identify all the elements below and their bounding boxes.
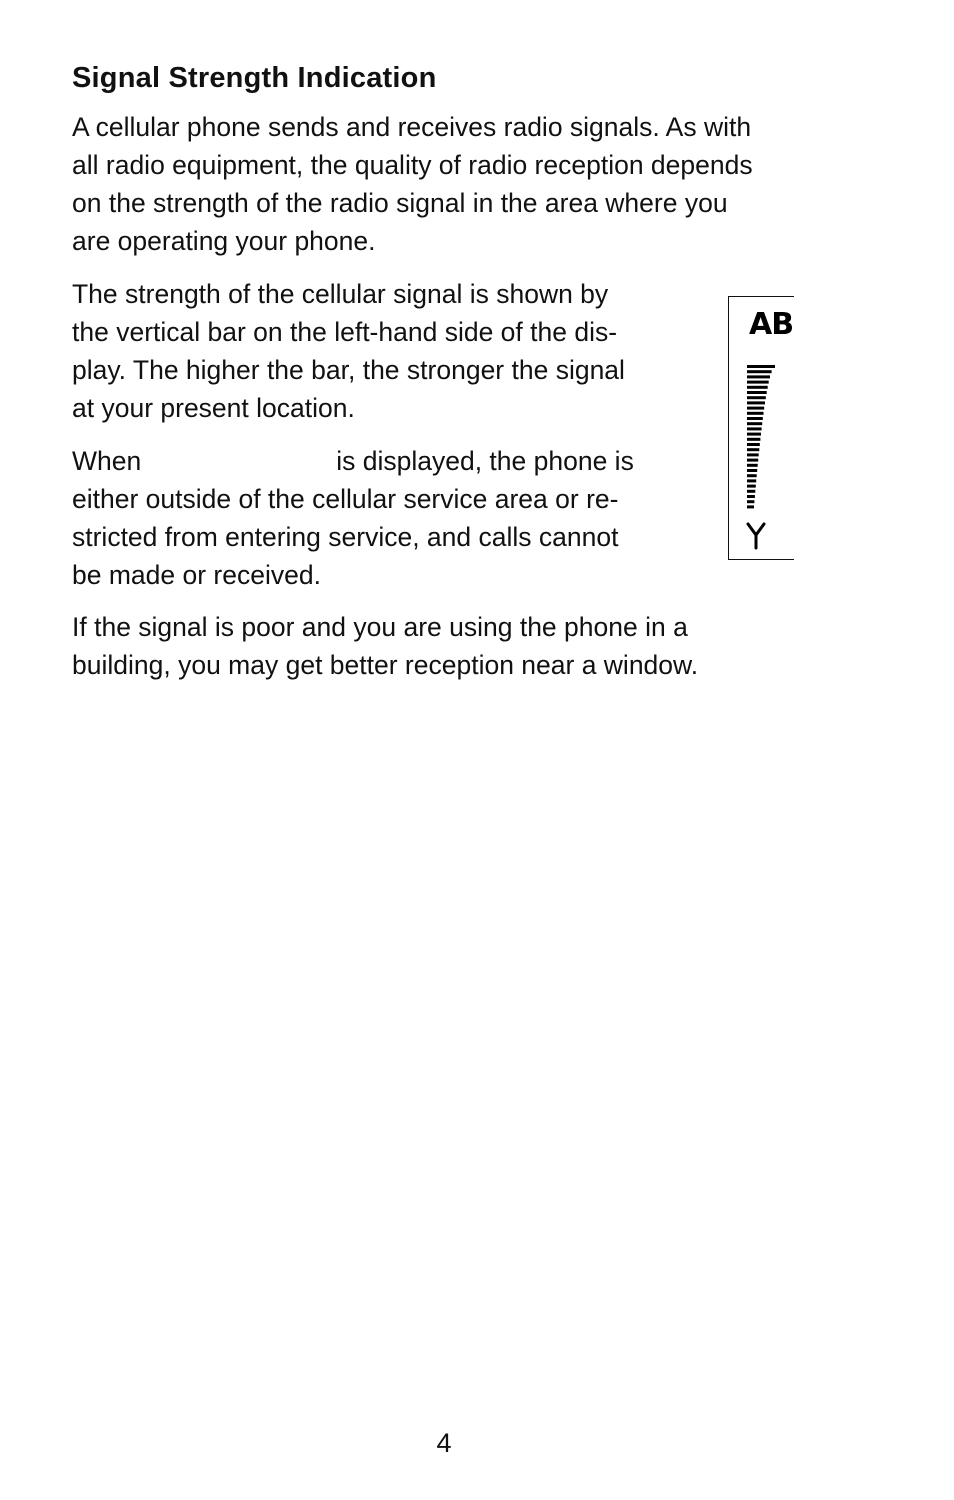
signal-segment <box>747 459 758 462</box>
text-line: If the signal is poor and you are using the phone in a <box>72 612 688 642</box>
paragraph-intro <box>72 108 753 260</box>
signal-segment <box>747 490 755 493</box>
signal-segment <box>747 381 769 384</box>
text-line: The strength of the cellular signal is shown by <box>72 279 609 309</box>
signal-segment <box>747 464 758 467</box>
signal-segment <box>747 422 762 425</box>
signal-segment <box>747 438 760 441</box>
signal-segment <box>747 417 763 420</box>
text-line: at your present location. <box>72 393 355 423</box>
section-heading: Signal Strength Indication <box>72 62 437 94</box>
signal-segment <box>747 365 775 368</box>
text-line: A cellular phone sends and receives radio signals. As with <box>72 112 752 142</box>
signal-segment <box>747 391 767 394</box>
text-line: all radio equipment, the quality of radio reception depends <box>72 150 753 180</box>
signal-segment <box>747 453 759 456</box>
page-number: 4 <box>436 1428 452 1458</box>
signal-segment <box>747 386 768 389</box>
paragraph-signal-bar <box>72 275 625 427</box>
signal-segment <box>747 412 764 415</box>
signal-segment <box>747 427 762 430</box>
text-line <box>72 442 634 480</box>
signal-segment <box>747 485 756 488</box>
antenna-icon <box>745 521 767 551</box>
text-line: stricted from entering service, and calls cannot <box>72 522 619 552</box>
signal-segment <box>747 500 754 503</box>
phone-display-illustration <box>728 296 794 560</box>
display-ab-label: AB <box>749 307 794 342</box>
paragraph-reception-tip <box>72 608 698 684</box>
text-displayed: is displayed, the phone is <box>336 446 634 476</box>
signal-segment <box>747 448 759 451</box>
signal-segment <box>747 495 755 498</box>
signal-strength-bar-icon <box>747 365 781 515</box>
signal-segment <box>747 370 772 373</box>
text-when: When <box>72 446 142 476</box>
paragraph-no-service <box>72 442 634 594</box>
text-line: are operating your phone. <box>72 226 376 256</box>
text-line: building, you may get better reception near a window. <box>72 650 699 680</box>
text-line: the vertical bar on the left-hand side of the dis- <box>72 317 618 347</box>
signal-segment <box>747 375 770 378</box>
text-line: be made or received. <box>72 560 321 590</box>
signal-segment <box>747 505 754 508</box>
signal-segment <box>747 469 757 472</box>
signal-segment <box>747 407 764 410</box>
signal-segment <box>747 479 756 482</box>
signal-segment <box>747 443 760 446</box>
signal-segment <box>747 401 765 404</box>
signal-segment <box>747 474 757 477</box>
signal-segment <box>747 396 766 399</box>
text-line: play. The higher the bar, the stronger the signal <box>72 355 625 385</box>
text-line: on the strength of the radio signal in the area where you <box>72 188 728 218</box>
signal-segment <box>747 433 761 436</box>
text-line: either outside of the cellular service area or re- <box>72 484 619 514</box>
